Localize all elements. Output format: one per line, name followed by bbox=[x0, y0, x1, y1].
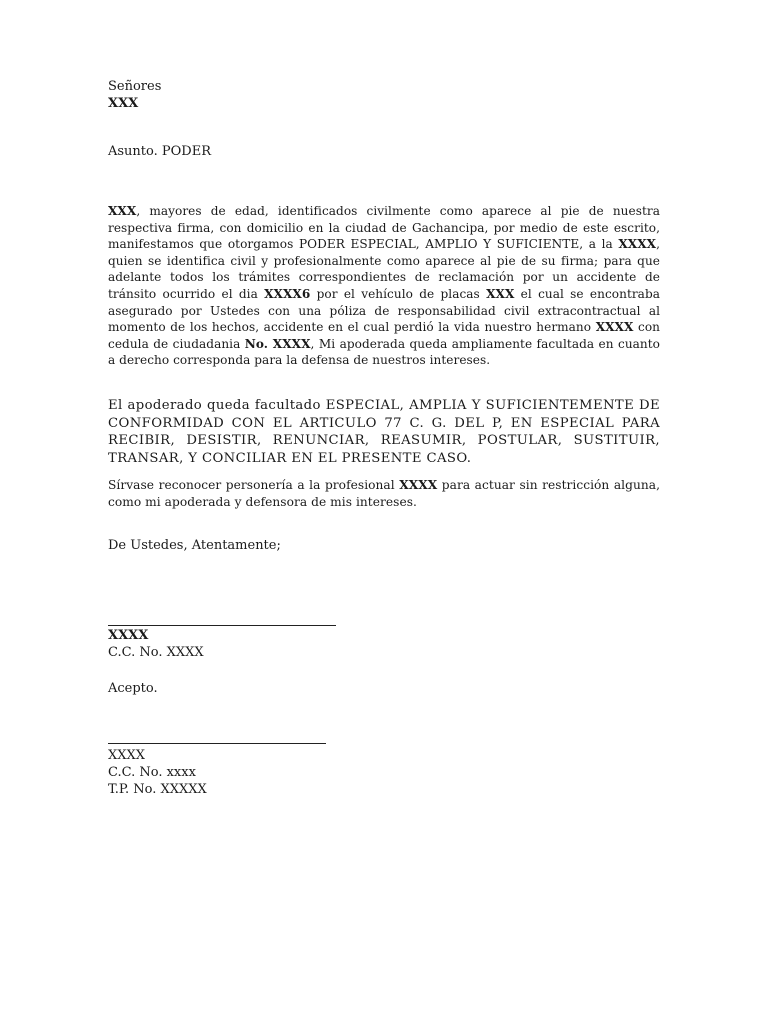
vehicle-plate: XXX bbox=[486, 286, 515, 301]
signer-name: XXXX bbox=[108, 628, 149, 643]
signature-line-1 bbox=[108, 625, 336, 626]
attorney-signer-name: XXXX bbox=[108, 748, 146, 763]
accept-label: Acepto. bbox=[108, 681, 158, 696]
letter-header bbox=[108, 78, 660, 112]
signer-id: C.C. No. XXXX bbox=[108, 645, 204, 660]
attorney-name: XXXX bbox=[618, 237, 657, 252]
brother-name: XXXX bbox=[595, 320, 634, 335]
paragraph1-text-6: , Mi apoderada queda ampliamente facultada en cuanto a derecho corresponda para la defensa de nuestros intereses. bbox=[108, 336, 660, 368]
paragraph1-text-2: , quien se identifica civil y profesionalmente como aparece al pie de su firma; para que adelante todos los trámites correspondientes de reclamación por un accidente de tránsito ocurrido el dia bbox=[108, 237, 660, 301]
attorney-signer-id: C.C. No. xxxx bbox=[108, 765, 196, 780]
body-paragraph-1 bbox=[108, 203, 660, 369]
salutation: Señores bbox=[108, 79, 162, 94]
recipient: XXX bbox=[108, 96, 139, 111]
body-paragraph-3 bbox=[108, 477, 660, 511]
subject-line: Asunto. PODER bbox=[108, 144, 211, 159]
grantors-name: XXX bbox=[108, 204, 137, 218]
paragraph3-text-2: para actuar sin restricción alguna, como mi apoderada y defensora de mis intereses. bbox=[108, 478, 661, 509]
paragraph1-text-1: , mayores de edad, identificados civilmente como aparece al pie de nuestra respectiva firma, con domicilio en la ciudad de Gachancipa, por medio de este escrito, manifestamos que otorgamos PODER ESPECIAL, AMPLIO Y SUFICIENTE, a la bbox=[108, 204, 660, 252]
paragraph1-text-5: con cedula de ciudadania bbox=[108, 320, 661, 351]
paragraph1-text-4: el cual se encontraba asegurado por Ustedes con una póliza de responsabilidad civil extracontractual al momento de los hechos, accidente en el cual perdió la vida nuestro hermano bbox=[108, 286, 660, 335]
paragraph3-text-1: Sírvase reconocer personería a la profesional bbox=[108, 478, 400, 492]
signature-block-1 bbox=[108, 627, 660, 661]
attorney-name-2: XXXX bbox=[399, 478, 438, 492]
body-paragraph-2: El apoderado queda facultado ESPECIAL, AMPLIA Y SUFICIENTEMENTE DE CONFORMIDAD CON EL ARTICULO 77 C. G. DEL P, EN ESPECIAL PARA RECIBIR, DESISTIR, RENUNCIAR, REASUMIR, POSTULAR, SUSTITUIR, TRANSAR, Y CONCILIAR EN EL PRESENTE CASO. bbox=[108, 398, 660, 467]
signature-block-2 bbox=[108, 747, 660, 798]
closing-line: De Ustedes, Atentamente; bbox=[108, 538, 281, 553]
signature-line-2 bbox=[108, 743, 326, 744]
attorney-professional-card: T.P. No. XXXXX bbox=[108, 782, 207, 797]
accident-date: XXXX6 bbox=[264, 286, 311, 301]
brother-id: No. XXXX bbox=[244, 336, 311, 351]
paragraph1-text-3: por el vehículo de placas bbox=[310, 286, 487, 301]
